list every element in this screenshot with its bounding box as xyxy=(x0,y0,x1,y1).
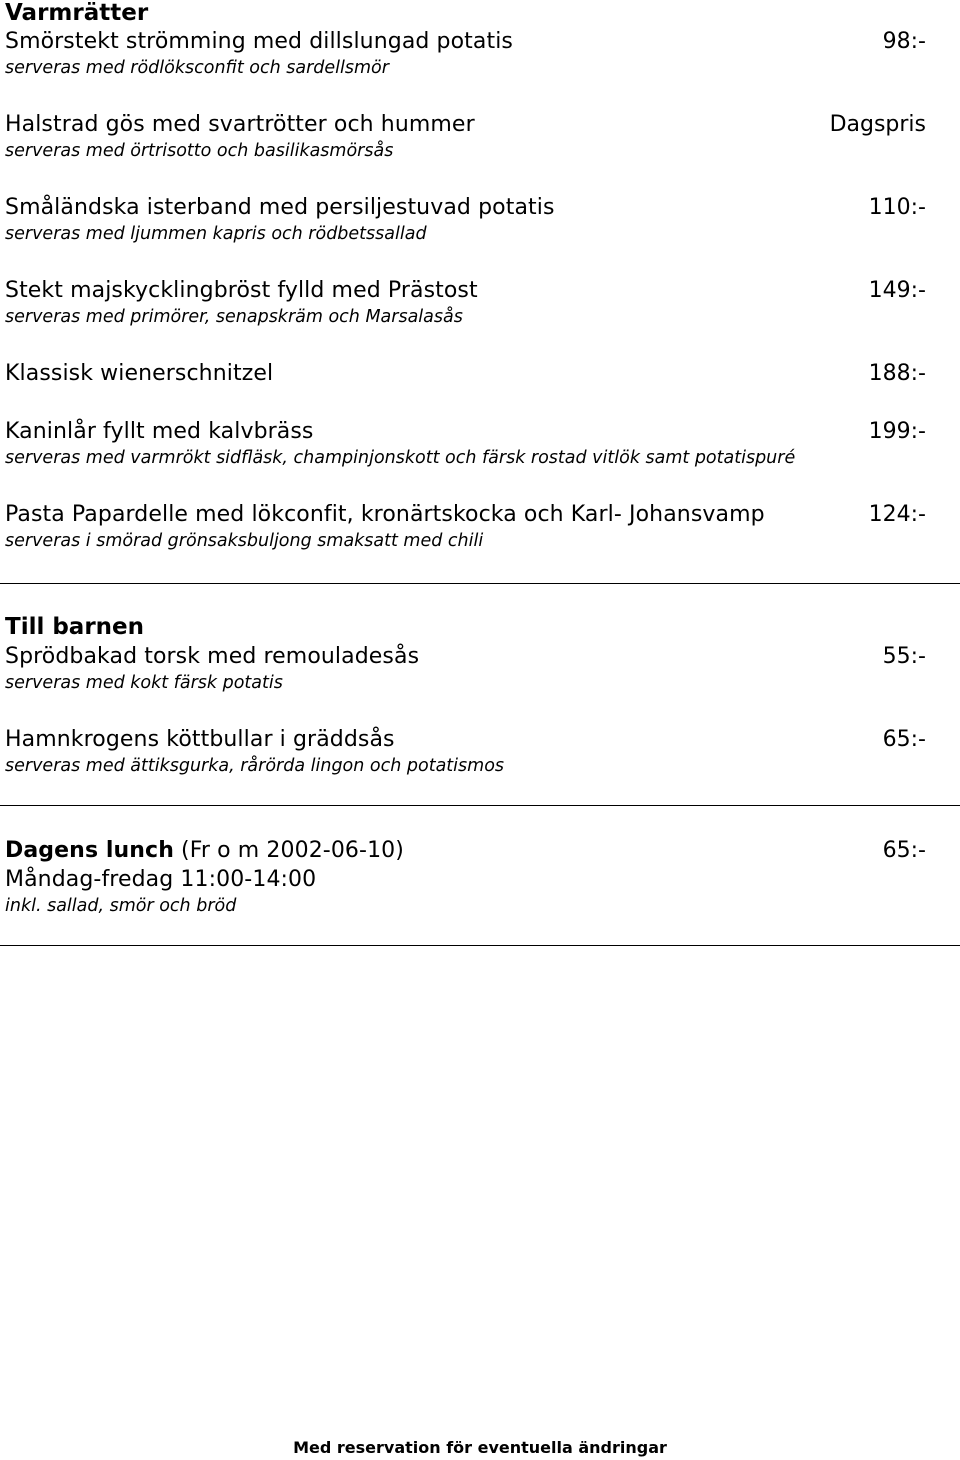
lunch-title-line xyxy=(5,838,404,863)
dish-description: serveras med örtrisotto och basilikasmörsås xyxy=(5,141,394,161)
dish-name: Sprödbakad torsk med remouladesås xyxy=(5,644,420,669)
dish-description: serveras med ljummen kapris och rödbetssallad xyxy=(5,224,427,244)
section-divider xyxy=(0,805,960,806)
lunch-includes: inkl. sallad, smör och bröd xyxy=(5,896,237,916)
dish-price: 124:- xyxy=(868,502,926,527)
dish-description: serveras med varmrökt sidfläsk, champinjonskott och färsk rostad vitlök samt potatispuré xyxy=(5,448,796,468)
dish-description: serveras med kokt färsk potatis xyxy=(5,673,283,693)
footer-note: Med reservation för eventuella ändringar xyxy=(293,1438,667,1457)
section-heading-kids: Till barnen xyxy=(5,614,145,640)
dish-price: 98:- xyxy=(882,29,926,54)
dish-name: Hamnkrogens köttbullar i gräddsås xyxy=(5,727,395,752)
dish-description: serveras i smörad grönsaksbuljong smaksatt med chili xyxy=(5,531,484,551)
lunch-price: 65:- xyxy=(882,838,926,863)
dish-description: serveras med ättiksgurka, rårörda lingon och potatismos xyxy=(5,756,505,776)
dish-price: 149:- xyxy=(868,278,926,303)
lunch-date-note: (Fr o m 2002-06-10) xyxy=(173,838,404,863)
dish-name: Halstrad gös med svartrötter och hummer xyxy=(5,112,475,137)
section-heading-main-courses: Varmrätter xyxy=(5,0,149,26)
dish-name: Stekt majskycklingbröst fylld med Prästost xyxy=(5,278,478,303)
dish-name: Klassisk wienerschnitzel xyxy=(5,361,274,386)
section-divider xyxy=(0,945,960,946)
lunch-hours: Måndag-fredag 11:00-14:00 xyxy=(5,867,317,892)
dish-name: Kaninlår fyllt med kalvbräss xyxy=(5,419,314,444)
dish-price: 199:- xyxy=(868,419,926,444)
dish-price: 65:- xyxy=(882,727,926,752)
lunch-title: Dagens lunch xyxy=(5,838,174,863)
dish-name: Pasta Papardelle med lökconfit, kronärtskocka och Karl- Johansvamp xyxy=(5,502,765,527)
section-divider xyxy=(0,583,960,584)
dish-name: Småländska isterband med persiljestuvad potatis xyxy=(5,195,555,220)
dish-description: serveras med rödlöksconfit och sardellsmör xyxy=(5,58,389,78)
dish-price: 110:- xyxy=(868,195,926,220)
dish-price: Dagspris xyxy=(829,112,926,137)
dish-name: Smörstekt strömming med dillslungad potatis xyxy=(5,29,513,54)
dish-price: 55:- xyxy=(882,644,926,669)
dish-price: 188:- xyxy=(868,361,926,386)
dish-description: serveras med primörer, senapskräm och Marsalasås xyxy=(5,307,463,327)
